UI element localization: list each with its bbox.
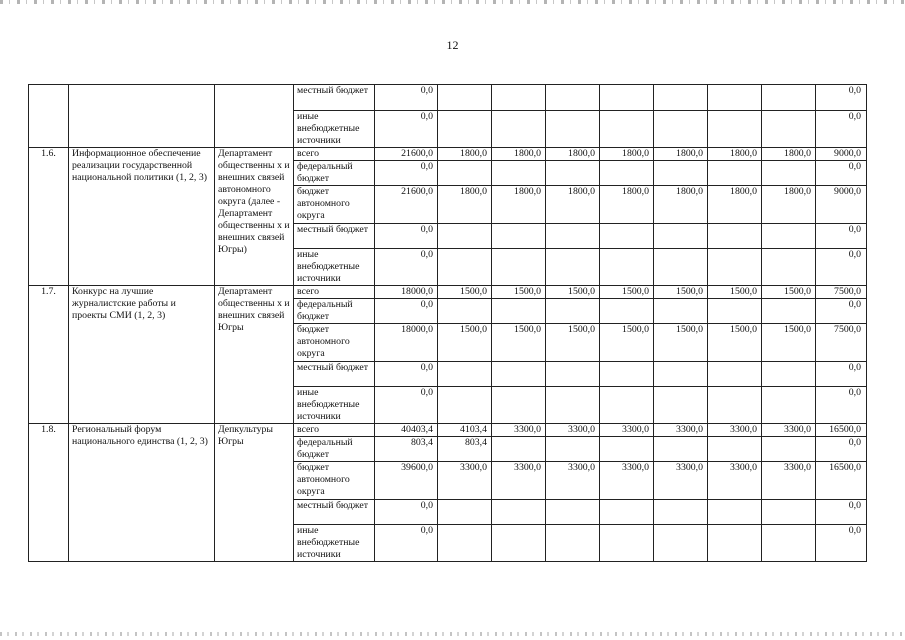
value-cell: [438, 161, 492, 186]
value-cell: [654, 387, 708, 424]
value-cell: 1500,0: [438, 324, 492, 362]
value-cell: 1800,0: [654, 148, 708, 161]
value-cell: 3300,0: [708, 462, 762, 500]
total-cell: 7500,0: [816, 286, 867, 299]
value-cell: [492, 299, 546, 324]
value-cell: 0,0: [375, 85, 438, 111]
value-cell: 1800,0: [546, 148, 600, 161]
value-cell: [492, 500, 546, 525]
value-cell: [762, 387, 816, 424]
value-cell: 21600,0: [375, 186, 438, 224]
funding-source: всего: [294, 424, 375, 437]
value-cell: 1800,0: [762, 186, 816, 224]
value-cell: [654, 111, 708, 148]
value-cell: 1500,0: [708, 324, 762, 362]
value-cell: 39600,0: [375, 462, 438, 500]
value-cell: [708, 111, 762, 148]
value-cell: 3300,0: [492, 424, 546, 437]
value-cell: 0,0: [375, 387, 438, 424]
value-cell: [492, 224, 546, 249]
value-cell: [438, 249, 492, 286]
total-cell: 0,0: [816, 437, 867, 462]
value-cell: 3300,0: [762, 424, 816, 437]
item-name-cell: Региональный форум национального единства (1, 2, 3): [69, 424, 215, 562]
value-cell: [762, 437, 816, 462]
value-cell: 803,4: [438, 437, 492, 462]
value-cell: [708, 85, 762, 111]
value-cell: [600, 387, 654, 424]
funding-source: местный бюджет: [294, 85, 375, 111]
value-cell: [546, 111, 600, 148]
item-number-cell: 1.8.: [29, 424, 69, 562]
value-cell: 1800,0: [762, 148, 816, 161]
value-cell: 0,0: [375, 249, 438, 286]
value-cell: 18000,0: [375, 324, 438, 362]
value-cell: [708, 525, 762, 562]
funding-source: всего: [294, 148, 375, 161]
funding-source: всего: [294, 286, 375, 299]
value-cell: [600, 437, 654, 462]
value-cell: 4103,4: [438, 424, 492, 437]
table-row: [29, 148, 867, 161]
value-cell: 1800,0: [708, 186, 762, 224]
value-cell: [762, 161, 816, 186]
total-cell: 0,0: [816, 249, 867, 286]
value-cell: 1500,0: [762, 324, 816, 362]
value-cell: 1500,0: [762, 286, 816, 299]
value-cell: [438, 299, 492, 324]
total-cell: 0,0: [816, 85, 867, 111]
value-cell: 1500,0: [546, 286, 600, 299]
value-cell: 1800,0: [492, 148, 546, 161]
value-cell: [762, 224, 816, 249]
value-cell: [546, 500, 600, 525]
value-cell: [654, 85, 708, 111]
value-cell: [492, 249, 546, 286]
item-number-cell: 1.7.: [29, 286, 69, 424]
value-cell: 1800,0: [546, 186, 600, 224]
value-cell: 3300,0: [546, 424, 600, 437]
funding-source: местный бюджет: [294, 500, 375, 525]
value-cell: 3300,0: [654, 462, 708, 500]
value-cell: 3300,0: [492, 462, 546, 500]
total-cell: 16500,0: [816, 462, 867, 500]
value-cell: 3300,0: [546, 462, 600, 500]
item-number-cell: 1.6.: [29, 148, 69, 286]
value-cell: 3300,0: [438, 462, 492, 500]
value-cell: 1500,0: [654, 324, 708, 362]
value-cell: [762, 249, 816, 286]
value-cell: [546, 387, 600, 424]
value-cell: 1800,0: [438, 148, 492, 161]
value-cell: [546, 161, 600, 186]
value-cell: [546, 224, 600, 249]
value-cell: [438, 500, 492, 525]
value-cell: [546, 362, 600, 387]
value-cell: [708, 437, 762, 462]
value-cell: 1500,0: [492, 324, 546, 362]
value-cell: [492, 111, 546, 148]
total-cell: 0,0: [816, 161, 867, 186]
total-cell: 9000,0: [816, 186, 867, 224]
funding-source: иные внебюджетные источники: [294, 387, 375, 424]
value-cell: [708, 224, 762, 249]
value-cell: 0,0: [375, 500, 438, 525]
value-cell: [708, 387, 762, 424]
value-cell: [708, 249, 762, 286]
value-cell: 0,0: [375, 525, 438, 562]
value-cell: [492, 362, 546, 387]
value-cell: [492, 387, 546, 424]
item-name-cell: Конкурс на лучшие журналистские работы и проекты СМИ (1, 2, 3): [69, 286, 215, 424]
value-cell: 0,0: [375, 299, 438, 324]
value-cell: 40403,4: [375, 424, 438, 437]
value-cell: [492, 85, 546, 111]
item-number-cell: [29, 85, 69, 148]
value-cell: [492, 437, 546, 462]
executor-cell: Департамент общественны х и внешних связей Югры: [215, 286, 294, 424]
value-cell: [762, 525, 816, 562]
value-cell: 1800,0: [654, 186, 708, 224]
value-cell: [654, 161, 708, 186]
value-cell: [654, 525, 708, 562]
value-cell: [492, 525, 546, 562]
value-cell: [600, 111, 654, 148]
total-cell: 7500,0: [816, 324, 867, 362]
total-cell: 9000,0: [816, 148, 867, 161]
value-cell: 3300,0: [600, 462, 654, 500]
value-cell: [438, 362, 492, 387]
value-cell: [546, 299, 600, 324]
total-cell: 0,0: [816, 362, 867, 387]
value-cell: 1800,0: [708, 148, 762, 161]
funding-source: местный бюджет: [294, 362, 375, 387]
item-name-cell: Информационное обеспечение реализации государственной национальной политики (1, 2, 3): [69, 148, 215, 286]
executor-cell: Депкультуры Югры: [215, 424, 294, 562]
value-cell: 1800,0: [600, 186, 654, 224]
value-cell: [654, 299, 708, 324]
value-cell: [654, 362, 708, 387]
value-cell: [600, 85, 654, 111]
value-cell: 3300,0: [708, 424, 762, 437]
value-cell: [546, 437, 600, 462]
value-cell: [654, 437, 708, 462]
value-cell: [438, 525, 492, 562]
value-cell: [708, 299, 762, 324]
total-cell: 0,0: [816, 111, 867, 148]
funding-source: местный бюджет: [294, 224, 375, 249]
value-cell: [546, 525, 600, 562]
value-cell: 1500,0: [600, 286, 654, 299]
value-cell: 1800,0: [438, 186, 492, 224]
funding-source: бюджет автономного округа: [294, 186, 375, 224]
value-cell: [762, 362, 816, 387]
value-cell: 0,0: [375, 224, 438, 249]
funding-source: бюджет автономного округа: [294, 462, 375, 500]
value-cell: [438, 224, 492, 249]
total-cell: 0,0: [816, 299, 867, 324]
funding-source: иные внебюджетные источники: [294, 525, 375, 562]
total-cell: 0,0: [816, 387, 867, 424]
value-cell: 1800,0: [600, 148, 654, 161]
value-cell: [600, 299, 654, 324]
value-cell: 1800,0: [492, 186, 546, 224]
funding-source: иные внебюджетные источники: [294, 249, 375, 286]
value-cell: [600, 525, 654, 562]
value-cell: [438, 85, 492, 111]
scan-edge-bottom: [0, 632, 905, 636]
total-cell: 0,0: [816, 224, 867, 249]
total-cell: 16500,0: [816, 424, 867, 437]
value-cell: 1500,0: [546, 324, 600, 362]
value-cell: 3300,0: [600, 424, 654, 437]
value-cell: [438, 387, 492, 424]
value-cell: [600, 362, 654, 387]
value-cell: 3300,0: [762, 462, 816, 500]
total-cell: 0,0: [816, 525, 867, 562]
total-cell: 0,0: [816, 500, 867, 525]
value-cell: 1500,0: [708, 286, 762, 299]
item-name-cell: [69, 85, 215, 148]
value-cell: 3300,0: [654, 424, 708, 437]
scan-edge-top: [0, 0, 905, 4]
value-cell: 0,0: [375, 362, 438, 387]
table-row: [29, 85, 867, 111]
value-cell: 1500,0: [492, 286, 546, 299]
funding-source: федеральный бюджет: [294, 161, 375, 186]
budget-table: [28, 84, 867, 562]
funding-source: федеральный бюджет: [294, 299, 375, 324]
value-cell: [708, 500, 762, 525]
value-cell: [708, 362, 762, 387]
table-row: [29, 286, 867, 299]
funding-source: федеральный бюджет: [294, 437, 375, 462]
executor-cell: [215, 85, 294, 148]
value-cell: 1500,0: [600, 324, 654, 362]
table-row: [29, 424, 867, 437]
value-cell: [762, 500, 816, 525]
value-cell: 0,0: [375, 161, 438, 186]
value-cell: [708, 161, 762, 186]
value-cell: 803,4: [375, 437, 438, 462]
value-cell: 18000,0: [375, 286, 438, 299]
value-cell: [600, 249, 654, 286]
value-cell: [600, 500, 654, 525]
value-cell: [438, 111, 492, 148]
page-number: 12: [446, 38, 459, 52]
funding-source: бюджет автономного округа: [294, 324, 375, 362]
value-cell: [654, 249, 708, 286]
value-cell: [762, 85, 816, 111]
value-cell: [600, 224, 654, 249]
value-cell: 21600,0: [375, 148, 438, 161]
value-cell: [546, 249, 600, 286]
value-cell: [654, 224, 708, 249]
value-cell: 1500,0: [438, 286, 492, 299]
value-cell: [492, 161, 546, 186]
value-cell: [600, 161, 654, 186]
value-cell: [762, 299, 816, 324]
value-cell: [654, 500, 708, 525]
value-cell: [762, 111, 816, 148]
value-cell: 0,0: [375, 111, 438, 148]
funding-source: иные внебюджетные источники: [294, 111, 375, 148]
executor-cell: Департамент общественны х и внешних связей автономного округа (далее - Департамент общественны х и внешних связей Югры): [215, 148, 294, 286]
value-cell: [546, 85, 600, 111]
value-cell: 1500,0: [654, 286, 708, 299]
